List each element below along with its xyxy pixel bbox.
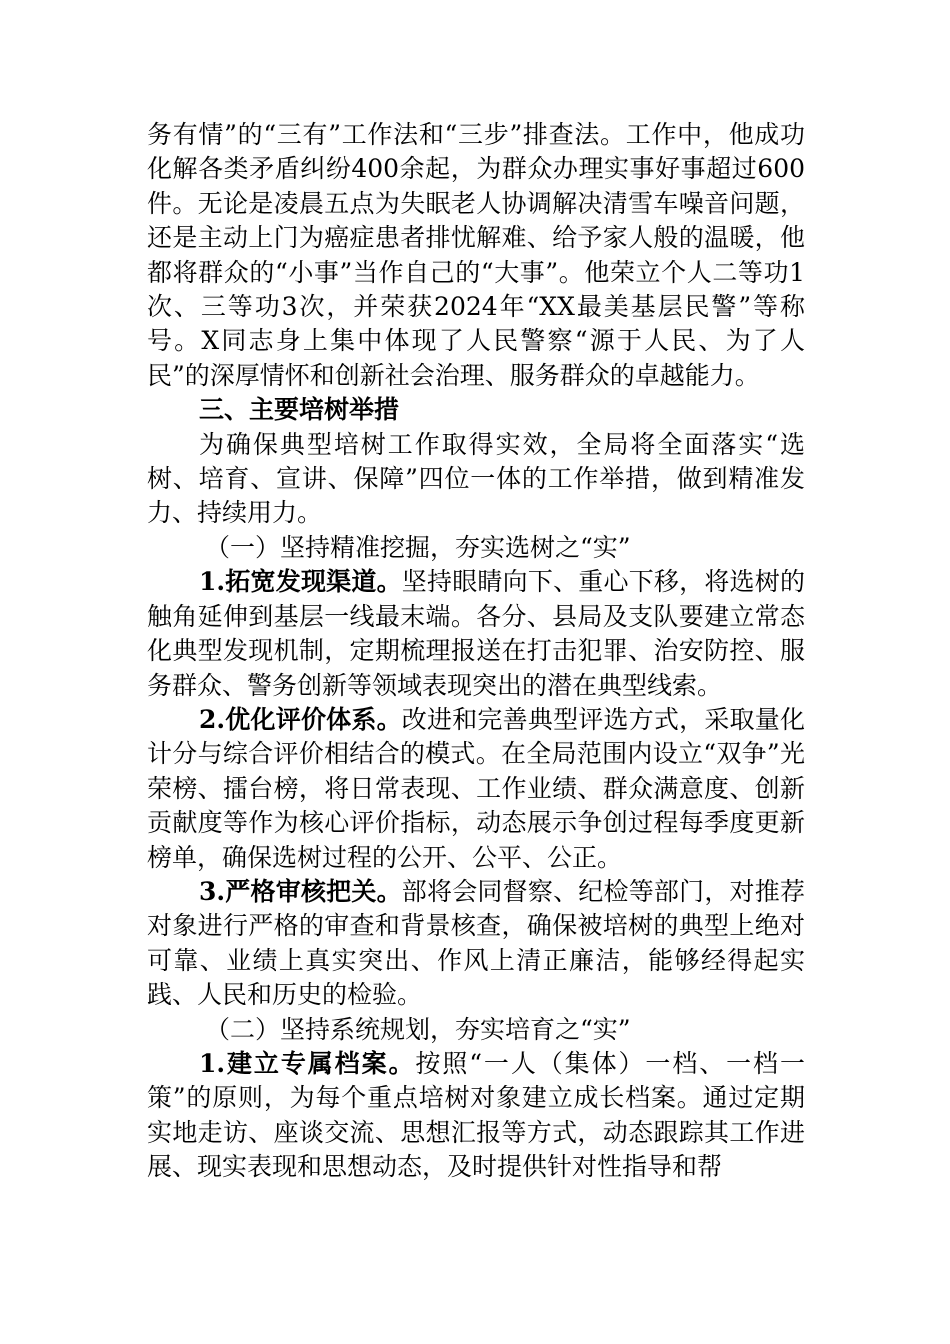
sub1-item-2-text: 改进和完善典型评选方式，采取量化计分与综合评价相结合的模式。在全局范围内设立“双争”光荣榜、擂台榜，将日常表现、工作业绩、群众满意度、创新贡献度等作为核心评价指标，动态展示争创过程每季度更新榜单，确保选树过程的公开、公平、公正。: [147, 704, 805, 872]
document-body: [147, 118, 805, 1185]
section3-intro: 为确保典型培树工作取得实效，全局将全面落实“选树、培育、宣讲、保障”四位一体的工作举措，做到精准发力、持续用力。: [147, 429, 805, 528]
sub1-item-2: [147, 703, 805, 875]
sub2-item-1: [147, 1047, 805, 1185]
sub2-item-1-title: 1.建立专属档案。: [199, 1048, 416, 1078]
sub1-item-3-title: 3.严格审核把关。: [199, 876, 402, 906]
sub1-item-1-title: 1.拓宽发现渠道。: [199, 567, 402, 597]
sub1-item-1: [147, 565, 805, 703]
sub1-item-3-text: 部将会同督察、纪检等部门，对推荐对象进行严格的审查和背景核查，确保被培树的典型上绝对可靠、业绩上真实突出、作风上清正廉洁，能够经得起实践、人民和历史的检验。: [147, 876, 805, 1010]
sub2-item-1-text: 按照“一人（集体）一档、一档一策”的原则，为每个重点培树对象建立成长档案。通过定期实地走访、座谈交流、思想汇报等方式，动态跟踪其工作进展、现实表现和思想动态，及时提供针对性指导和帮: [147, 1048, 805, 1182]
sub1-item-2-title: 2.优化评价体系。: [199, 704, 402, 734]
sub1-item-3: [147, 875, 805, 1013]
paragraph-continuation: 务有情”的“三有”工作法和“三步”排查法。工作中，他成功化解各类矛盾纠纷400余起，为群众办理实事好事超过600件。无论是凌晨五点为失眠老人协调解决清雪车噪音问题，还是主动上门为癌症患者排忧解难、给予家人般的温暖，他都将群众的“小事”当作自己的“大事”。他荣立个人二等功1次、三等功3次，并荣获2024年“XX最美基层民警”等称号。X同志身上集中体现了人民警察“源于人民、为了人民”的深厚情怀和创新社会治理、服务群众的卓越能力。: [147, 120, 805, 390]
sub2-heading: （二）坚持系统规划，夯实培育之“实”: [205, 1014, 631, 1044]
sub1-heading: （一）坚持精准挖掘，夯实选树之“实”: [205, 532, 631, 562]
sub1-item-1-text: 坚持眼睛向下、重心下移，将选树的触角延伸到基层一线最末端。各分、县局及支队要建立常态化典型发现机制，定期梳理报送在打击犯罪、治安防控、服务群众、警务创新等领域表现突出的潜在典型线索。: [147, 567, 805, 700]
section3-heading: 三、主要培树举措: [199, 395, 400, 425]
